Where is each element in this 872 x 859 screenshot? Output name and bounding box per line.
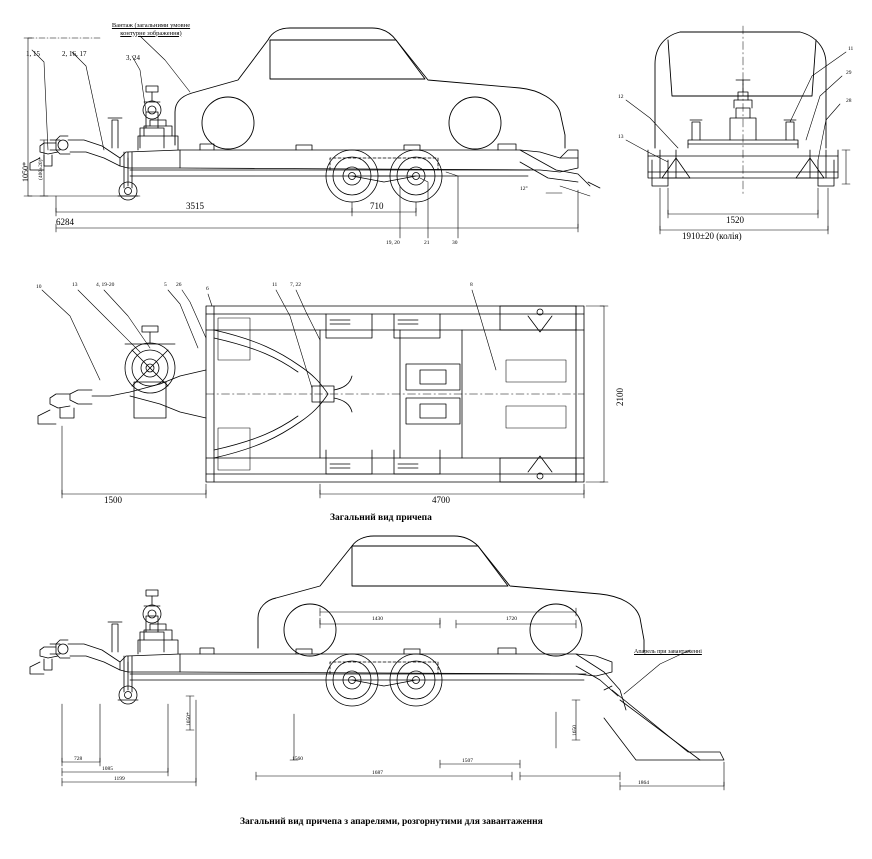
dim-1864: 1864 [638,780,649,786]
dim-track-1910: 1910±20 (колія) [682,231,742,241]
callout-3-24: 3, 24 [126,54,140,62]
dim-angle-12: 12° [520,186,528,192]
callout-1-15: 1, 15 [26,50,40,58]
dim-728: 728 [74,756,83,762]
callout-12-front: 12 [618,94,624,100]
callout-21: 21 [424,240,430,246]
dim-400-20: (400±20)* [38,156,44,180]
dim-4700: 4700 [432,495,450,505]
dim-1720: 1720 [506,616,517,622]
callout-6-plan: 6 [206,286,209,292]
callout-28-front: 28 [846,98,852,104]
callout-10-plan: 10 [36,284,42,290]
dim-1199: 1199 [114,776,125,782]
callout-2-16-17: 2, 16, 17 [62,50,87,58]
dim-1085: 1085 [102,766,113,772]
callout-11-plan: 11 [272,282,278,288]
ramp-loading-note: Апарель при завантаженні [634,649,702,655]
dim-1050-ramps: 1050* [186,712,192,726]
dim-2007: 1560 [292,756,303,762]
load-contour-note: Вантаж (загальними умовне контурне зображення) [111,22,191,37]
dim-2100: 2100 [615,388,625,406]
caption-ramps-view: Загальний вид причепа з апарелями, розгорнутими для завантаження [240,817,543,827]
dim-1650: 1650 [572,725,578,736]
callout-19-20: 19, 20 [386,240,400,246]
callout-29-front: 29 [846,70,852,76]
callout-7-22-plan: 7, 22 [290,282,301,288]
callout-5-plan: 5 [164,282,167,288]
caption-general-view: Загальний вид причепа [330,513,432,523]
callout-11-front: 11 [848,46,854,52]
dim-6284: 6284 [56,217,74,227]
callout-8-plan: 8 [470,282,473,288]
callout-13-front: 13 [618,134,624,140]
callout-13-plan: 13 [72,282,78,288]
dim-1500: 1500 [104,495,122,505]
callout-26-plan: 26 [176,282,182,288]
dim-3515: 3515 [186,201,204,211]
dim-710: 710 [370,201,384,211]
callout-4-19-20-plan: 4, 19-20 [96,282,115,288]
callout-30: 30 [452,240,458,246]
dim-1687: 1687 [372,770,383,776]
dim-1507: 1507 [462,758,473,764]
dim-1520: 1520 [726,215,744,225]
dim-1430: 1430 [372,616,383,622]
dim-1050: 1050* [21,162,30,182]
